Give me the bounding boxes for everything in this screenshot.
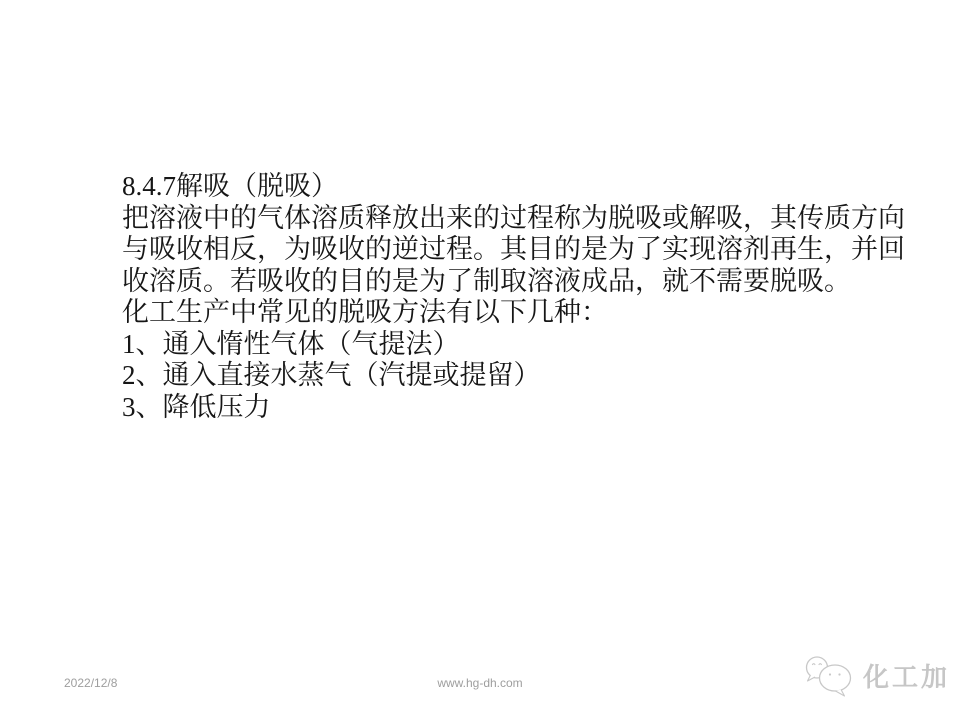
logo-text: 化工加: [863, 662, 951, 692]
list-item: 2、通入直接水蒸气（汽提或提留）: [122, 360, 541, 390]
intro-line: 化工生产中常见的脱吸方法有以下几种：: [122, 297, 608, 327]
footer-website: www.hg-dh.com: [437, 676, 523, 690]
slide-heading: 8.4.7解吸（脱吸）: [122, 171, 338, 201]
paragraph-line: 把溶液中的气体溶质释放出来的过程称为脱吸或解吸，其传质方向: [122, 202, 905, 233]
footer-date: 2022/12/8: [64, 676, 118, 690]
list-item: 1、通入惰性气体（气提法）: [122, 328, 460, 359]
list-item: 3、降低压力: [122, 391, 271, 422]
chat-bubbles-mascot-icon: [803, 653, 859, 701]
slide-text-block: [122, 171, 922, 423]
paragraph-line: 收溶质。若吸收的目的是为了制取溶液成品，就不需要脱吸。: [122, 265, 851, 296]
paragraph-line: 与吸收相反，为吸收的逆过程。其目的是为了实现溶剂再生，并回: [122, 234, 905, 264]
logo: [803, 653, 950, 701]
